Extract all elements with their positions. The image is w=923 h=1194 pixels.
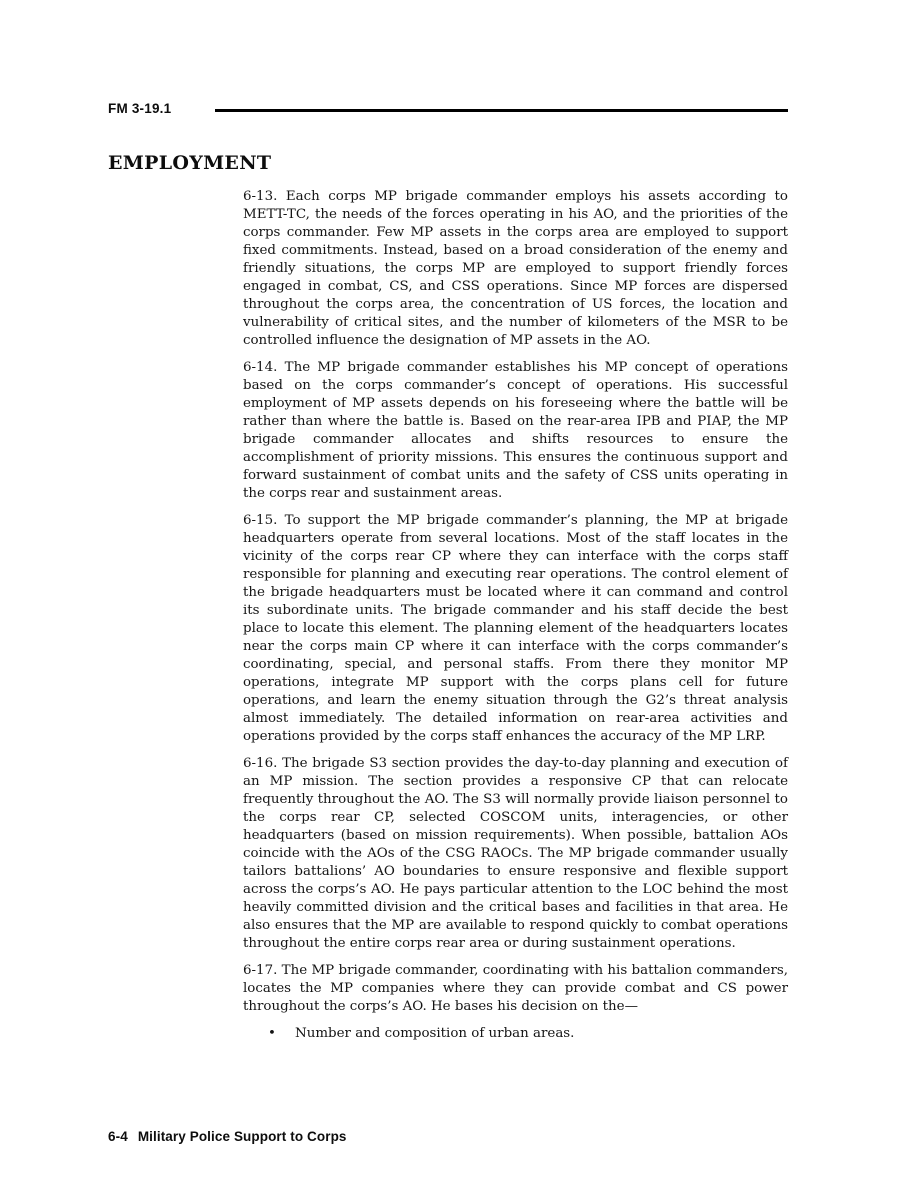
paragraph-text: The MP brigade commander, coordinating with his battalion commanders, locates the MP companies where they can provide combat and CS power throughout the corps’s AO. He bases his decision on the— bbox=[243, 963, 788, 1014]
paragraph-6-16 bbox=[243, 755, 788, 953]
running-footer bbox=[108, 1129, 347, 1144]
running-header bbox=[108, 101, 788, 116]
paragraph-text: Each corps MP brigade commander employs his assets according to METT-TC, the needs of the forces operating in his AO, and the priorities of the corps commander. Few MP assets in the corps area are employed to support fixed commitments. Instead, based on a broad consideration of the enemy and friendly situations, the corps MP are employed to support friendly forces engaged in combat, CS, and CSS operations. Since MP forces are dispersed throughout the corps area, the concentration of US forces, the location and vulnerability of critical sites, and the number of kilometers of the MSR to be controlled influence the designation of MP assets in the AO. bbox=[243, 189, 788, 348]
section-title: EMPLOYMENT bbox=[108, 152, 272, 174]
paragraph-number: 6-16. bbox=[243, 756, 278, 771]
paragraph-number: 6-17. bbox=[243, 963, 278, 978]
list-item bbox=[243, 1025, 788, 1043]
header-rule bbox=[215, 109, 788, 112]
paragraph-text: The brigade S3 section provides the day-to-day planning and execution of an MP mission. The section provides a responsive CP that can relocate frequently throughout the AO. The S3 will normally provide liaison personnel to the corps rear CP, selected COSCOM units, interagencies, or other headquarters (based on mission requirements). When possible, battalion AOs coincide with the AOs of the CSG RAOCs. The MP brigade commander usually tailors battalions’ AO boundaries to ensure responsive and flexible support across the corps’s AO. He pays particular attention to the LOC behind the most heavily committed division and the critical bases and facilities in that area. He also ensures that the MP are available to respond quickly to combat operations throughout the entire corps rear area or during sustainment operations. bbox=[243, 756, 788, 951]
body-column bbox=[243, 188, 788, 1043]
paragraph-number: 6-13. bbox=[243, 189, 278, 204]
bullet-list bbox=[243, 1025, 788, 1043]
bullet-marker-icon: • bbox=[268, 1026, 276, 1041]
paragraph-6-15 bbox=[243, 512, 788, 746]
paragraph-6-14 bbox=[243, 359, 788, 503]
doc-number: FM 3-19.1 bbox=[108, 101, 172, 116]
footer-title: Military Police Support to Corps bbox=[137, 1129, 347, 1144]
bullet-item-text: Number and composition of urban areas. bbox=[295, 1026, 575, 1041]
paragraph-6-13 bbox=[243, 188, 788, 350]
paragraph-6-17 bbox=[243, 962, 788, 1016]
paragraph-text: To support the MP brigade commander’s planning, the MP at brigade headquarters operate from several locations. Most of the staff locates in the vicinity of the corps rear CP where they can interface with the corps staff responsible for planning and executing rear operations. The control element of the brigade headquarters must be located where it can command and control its subordinate units. The brigade commander and his staff decide the best place to locate this element. The planning element of the headquarters locates near the corps main CP where it can interface with the corps commander’s coordinating, special, and personal staffs. From there they monitor MP operations, integrate MP support with the corps plans cell for future operations, and learn the enemy situation through the G2’s threat analysis almost immediately. The detailed information on rear-area activities and operations provided by the corps staff enhances the accuracy of the MP LRP. bbox=[243, 513, 788, 744]
footer-page-number: 6-4 bbox=[108, 1129, 128, 1144]
paragraph-number: 6-15. bbox=[243, 513, 278, 528]
paragraph-number: 6-14. bbox=[243, 360, 278, 375]
paragraph-text: The MP brigade commander establishes his MP concept of operations based on the corps commander’s concept of operations. His successful employment of MP assets depends on his foreseeing where the battle will be rather than where the battle is. Based on the rear-area IPB and PIAP, the MP brigade commander allocates and shifts resources to ensure the accomplishment of priority missions. This ensures the continuous support and forward sustainment of combat units and the safety of CSS units operating in the corps rear and sustainment areas. bbox=[243, 360, 788, 501]
